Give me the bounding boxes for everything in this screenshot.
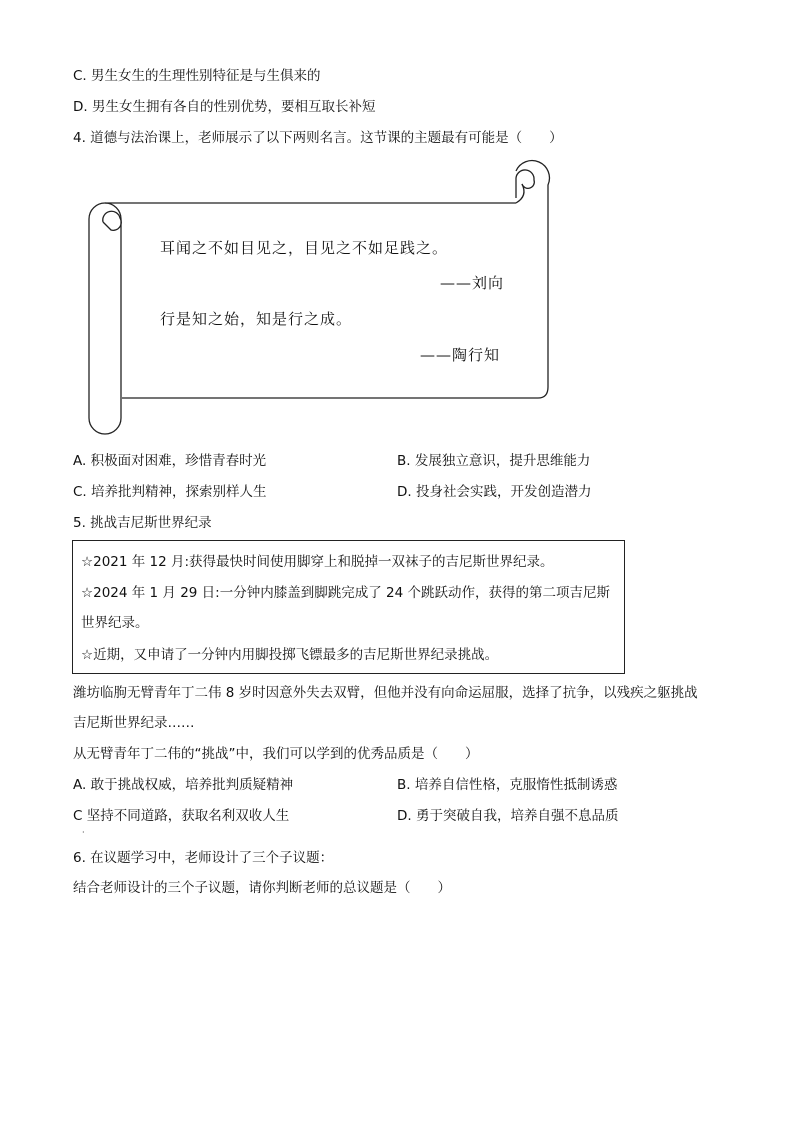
scroll-illustration <box>0 0 794 440</box>
q5-paragraph-1: 潍坊临朐无臂青年丁二伟 8 岁时因意外失去双臂，但他并没有向命运屈服，选择了抗争，以残疾之躯挑战 <box>73 685 698 701</box>
q5-option-d: D. 勇于突破自我，培养自强不息品质 <box>397 808 619 824</box>
q4-option-d: D. 投身社会实践，开发创造潜力 <box>397 484 592 500</box>
quote-1: 耳闻之不如目见之，目见之不如足践之。 <box>160 239 449 257</box>
q5-stem: 从无臂青年丁二伟的“挑战”中，我们可以学到的优秀品质是（ ） <box>73 746 479 762</box>
q5-option-b: B. 培养自信性格，克服惰性抵制诱惑 <box>397 777 618 793</box>
record-item-3: ☆近期，又申请了一分钟内用脚投掷飞镖最多的吉尼斯世界纪录挑战。 <box>81 647 499 663</box>
stray-dot: · <box>82 828 85 837</box>
quote-2-author: ——陶行知 <box>420 346 501 364</box>
q6-stem: 6. 在议题学习中，老师设计了三个子议题： <box>73 850 334 866</box>
q5-option-c: C 坚持不同道路，获取名利双收人生 <box>73 808 290 824</box>
q4-option-b: B. 发展独立意识，提升思维能力 <box>397 453 591 469</box>
quote-1-author: ——刘向 <box>440 274 505 292</box>
q5-title: 5. 挑战吉尼斯世界纪录 <box>73 515 212 531</box>
quote-2: 行是知之始，知是行之成。 <box>160 310 353 328</box>
q3-option-d: D. 男生女生拥有各自的性别优势，要相互取长补短 <box>73 99 376 115</box>
q5-record-box <box>72 540 625 674</box>
q4-option-c: C. 培养批判精神，探索别样人生 <box>73 484 267 500</box>
record-item-1: ☆2021 年 12 月:获得最快时间使用脚穿上和脱掉一双袜子的吉尼斯世界纪录。 <box>81 554 554 570</box>
q3-option-c: C. 男生女生的生理性别特征是与生俱来的 <box>73 68 321 84</box>
record-item-2: ☆2024 年 1 月 29 日:一分钟内膝盖到脚跳完成了 24 个跳跃动作，获得的第二项吉尼斯 <box>81 585 610 601</box>
q6-line-2: 结合老师设计的三个子议题，请你判断老师的总议题是（ ） <box>73 880 451 896</box>
q4-option-a: A. 积极面对困难，珍惜青春时光 <box>73 453 267 469</box>
q5-paragraph-2: 吉尼斯世界纪录…… <box>73 715 195 731</box>
q5-option-a: A. 敢于挑战权威，培养批判质疑精神 <box>73 777 294 793</box>
record-item-2-cont: 世界纪录。 <box>81 615 149 631</box>
q4-stem: 4. 道德与法治课上，老师展示了以下两则名言。这节课的主题最有可能是（ ） <box>73 130 563 146</box>
